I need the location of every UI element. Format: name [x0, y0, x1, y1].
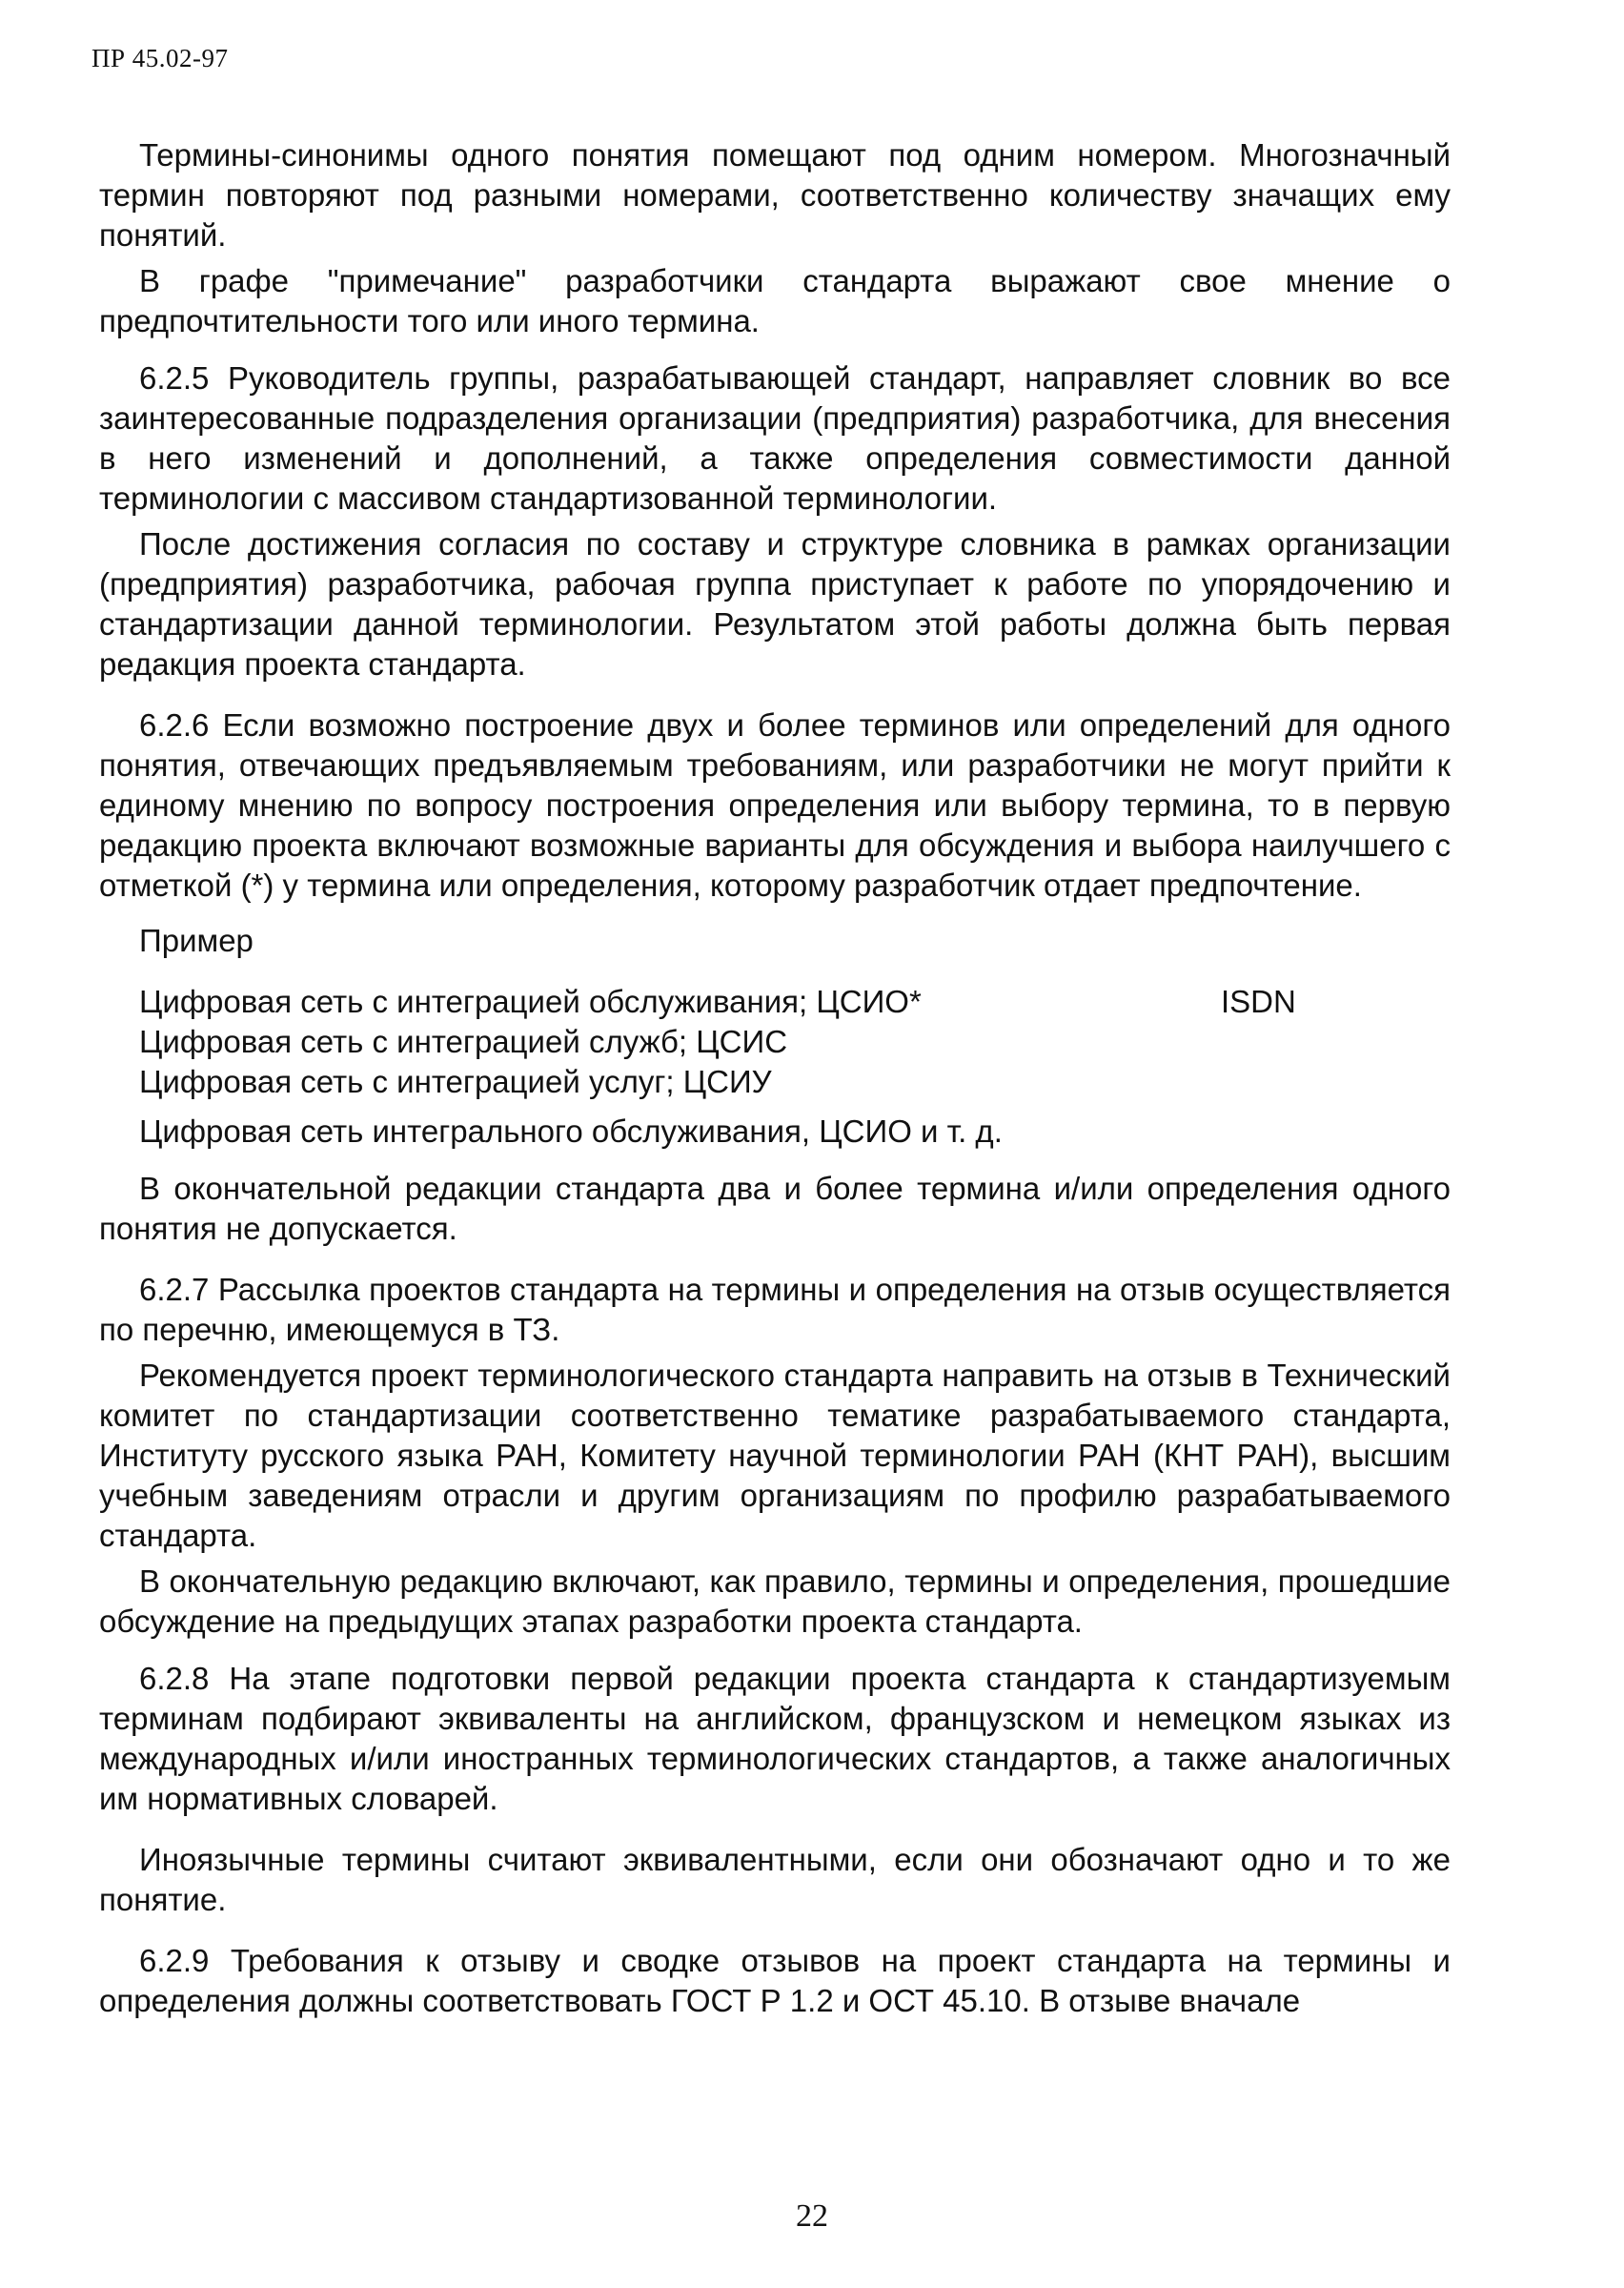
example-item [139, 1022, 1451, 1062]
example-term: Цифровая сеть с интеграцией услуг; ЦСИУ [139, 1064, 772, 1099]
paragraph-agreement: После достижения согласия по составу и структуре словника в рамках организации (предприятия) разработчика, рабочая группа приступает к работе по упорядочению и стандартизации данной терминологии. Результатом этой работы должна быть первая редакция проекта стандарта. [99, 526, 1451, 682]
example-title: Пример [139, 923, 254, 958]
document-code: ПР 45.02-97 [91, 44, 229, 72]
paragraph-recommendation: Рекомендуется проект терминологического стандарта направить на отзыв в Технический комитет по стандартизации соответственно тематике разрабатываемого стандарта, Институту русского языка РАН, Комитету научной терминологии РАН (КНТ РАН), высшим учебным заведениям отрасли и другим организациям по профилю разрабатываемого стандарта. [99, 1358, 1451, 1553]
example-item [139, 1062, 1451, 1102]
example-item [139, 982, 1451, 1022]
page-number: 22 [796, 2198, 828, 2234]
paragraph-6-2-5: 6.2.5 Руководитель группы, разрабатывающей стандарт, направляет словник во все заинтересованные подразделения организации (предприятия) разработчика, для внесения в него изменений и дополнений, а также определения совместимости данной терминологии с массивом стандартизованной терминологии. [99, 360, 1451, 516]
example-list [139, 982, 1451, 1152]
example-term: Цифровая сеть с интеграцией служб; ЦСИС [139, 1024, 788, 1059]
paragraph-note-column: В графе "примечание" разработчики стандарта выражают свое мнение о предпочтительности того или иного термина. [99, 263, 1451, 338]
paragraph-final-edition: В окончательной редакции стандарта два и более термина и/или определения одного понятия не допускается. [99, 1171, 1451, 1246]
paragraph-6-2-9: 6.2.9 Требования к отзыву и сводке отзывов на проект стандарта на термины и определения должны соответствовать ГОСТ Р 1.2 и ОСТ 45.10. В отзыве вначале [99, 1943, 1451, 2018]
example-code: ISDN [1221, 984, 1296, 1019]
example-item [139, 1112, 1451, 1152]
paragraph-foreign-terms: Иноязычные термины считают эквивалентными, если они обозначают одно и то же понятие. [99, 1842, 1451, 1917]
paragraph-6-2-6: 6.2.6 Если возможно построение двух и более терминов или определений для одного понятия, отвечающих предъявляемым требованиям, или разработчики не могут прийти к единому мнению по вопросу построения определения или выбору термина, то в первую редакцию проекта включают возможные варианты для обсуждения и выбора наилучшего с отметкой (*) у термина или определения, которому разработчик отдает предпочтение. [99, 707, 1451, 903]
example-term: Цифровая сеть с интеграцией обслуживания; ЦСИО* [139, 984, 922, 1019]
paragraph-final-inclusion: В окончательную редакцию включают, как правило, термины и определения, прошедшие обсуждение на предыдущих этапах разработки проекта стандарта. [99, 1563, 1451, 1639]
paragraph-6-2-7: 6.2.7 Рассылка проектов стандарта на термины и определения на отзыв осуществляется по перечню, имеющемуся в ТЗ. [99, 1272, 1451, 1347]
paragraph-synonyms: Термины-синонимы одного понятия помещают под одним номером. Многозначный термин повторяют под разными номерами, соответственно количеству значащих ему понятий. [99, 137, 1451, 253]
example-term: Цифровая сеть интегрального обслуживания, ЦСИО и т. д. [139, 1113, 1003, 1149]
paragraph-6-2-8: 6.2.8 На этапе подготовки первой редакции проекта стандарта к стандартизуемым терминам подбирают эквиваленты на английском, французском и немецком языках из международных и/или иностранных терминологических стандартов, а также аналогичных им нормативных словарей. [99, 1661, 1451, 1816]
document-body [99, 135, 1451, 2021]
